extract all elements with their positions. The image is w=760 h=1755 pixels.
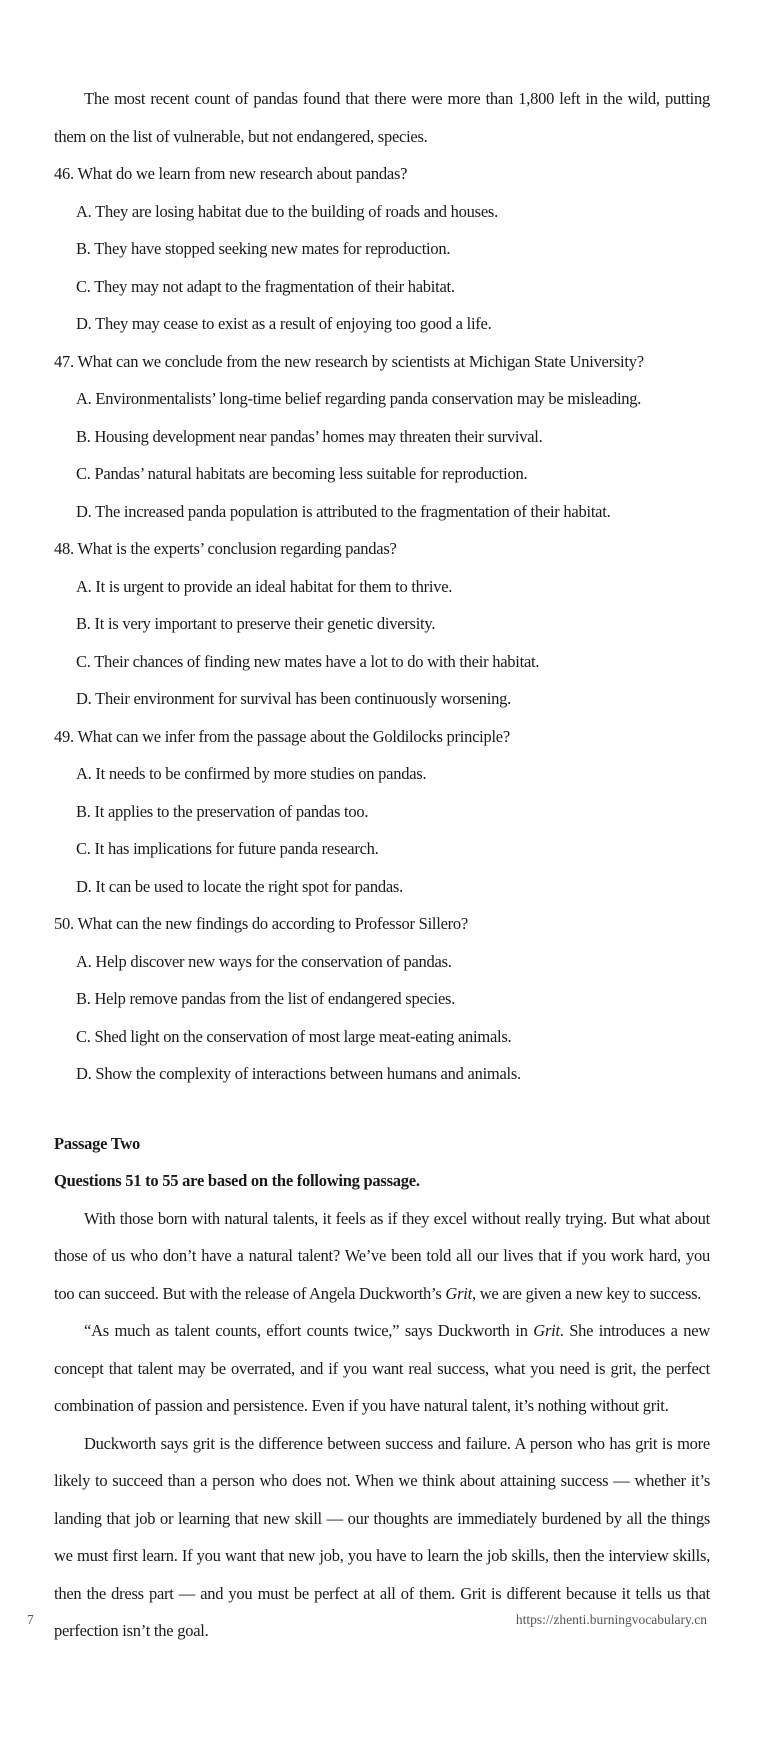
option-a: A. It needs to be confirmed by more studies on pandas. [76,764,427,783]
option-d: D. The increased panda population is attributed to the fragmentation of their habitat. [76,501,611,521]
option-d: D. It can be used to locate the right spot for pandas. [76,876,403,896]
passage-title: Passage Two [54,1133,141,1153]
option-c: C. Pandas’ natural habitats are becoming less suitable for reproduction. [76,464,528,483]
page-number: 7 [27,1612,34,1627]
option-c: C. It has implications for future panda research. [76,839,379,858]
question-49 [54,718,710,906]
paragraph-text: With those born with natural talents, it feels as if they excel without really trying. But what about those of us who don’t have a natural talent? We’ve been told all our lives that if you work hard, you too can succeed. But with the release of Angela Duckworth’s [54,1208,710,1303]
question-46 [54,155,710,343]
page-content [54,80,710,1650]
paragraph-text: , we are given a new key to success. [471,1283,702,1303]
question-47 [54,343,710,531]
question-list [54,155,710,1093]
paragraph-text: “As much as talent counts, effort counts twice,” says Duckworth in [84,1321,534,1340]
option-b: B. It applies to the preservation of pandas too. [76,801,369,821]
question-stem: 46. What do we learn from new research about pandas? [54,164,408,183]
passage-paragraph-1 [54,1200,710,1313]
option-a: A. It is urgent to provide an ideal habitat for them to thrive. [76,576,453,596]
question-48 [54,530,710,718]
option-d: D. They may cease to exist as a result of enjoying too good a life. [76,314,492,333]
intro-paragraph: The most recent count of pandas found that there were more than 1,800 left in the wild, putting them on the list of vulnerable, but not endangered, species. [54,89,710,146]
option-c: C. Shed light on the conservation of most large meat-eating animals. [76,1026,512,1046]
option-d: D. Show the complexity of interactions between humans and animals. [76,1064,521,1083]
question-stem: 49. What can we infer from the passage about the Goldilocks principle? [54,726,510,746]
option-a: A. Help discover new ways for the conservation of pandas. [76,951,452,971]
question-stem: 47. What can we conclude from the new research by scientists at Michigan State University? [54,351,644,371]
option-a: A. They are losing habitat due to the building of roads and houses. [76,201,498,221]
option-b: B. Help remove pandas from the list of endangered species. [76,989,456,1008]
option-b: B. They have stopped seeking new mates for reproduction. [76,239,451,258]
question-50 [54,905,710,1093]
question-stem: 50. What can the new findings do according to Professor Sillero? [54,914,468,933]
question-stem: 48. What is the experts’ conclusion regarding pandas? [54,539,397,558]
option-d: D. Their environment for survival has been continuously worsening. [76,689,512,708]
option-c: C. They may not adapt to the fragmentation of their habitat. [76,276,455,296]
option-a: A. Environmentalists’ long-time belief regarding panda conservation may be misleading. [76,389,642,408]
passage-paragraph-2 [54,1312,710,1425]
option-c: C. Their chances of finding new mates have a lot to do with their habitat. [76,651,540,671]
passage-subtitle: Questions 51 to 55 are based on the following passage. [54,1171,420,1190]
option-b: B. Housing development near pandas’ homes may threaten their survival. [76,426,543,446]
book-title: Grit [533,1321,560,1340]
passage-paragraph-3: Duckworth says grit is the difference between success and failure. A person who has grit is more likely to succeed than a person who does not. When we think about attaining success — whether it’s landing that job or learning that new skill — our thoughts are immediately burdened by all the things we must first learn. If you want that new job, you have to learn the job skills, then the interview skills, then the dress part — and you must be perfect at all of them. Grit is different because it tells us that perfection isn’t the goal. [54,1433,710,1640]
source-url[interactable]: https://zhenti.burningvocabulary.cn [515,1612,707,1627]
book-title: Grit [445,1283,472,1303]
paragraph-text: . She introduces a new concept that talent may be overrated, and if you want real success, what you need is grit, the perfect combination of passion and persistence. Even if you have natural talent, it’s nothing without grit. [54,1321,710,1415]
option-b: B. It is very important to preserve their genetic diversity. [76,614,436,633]
